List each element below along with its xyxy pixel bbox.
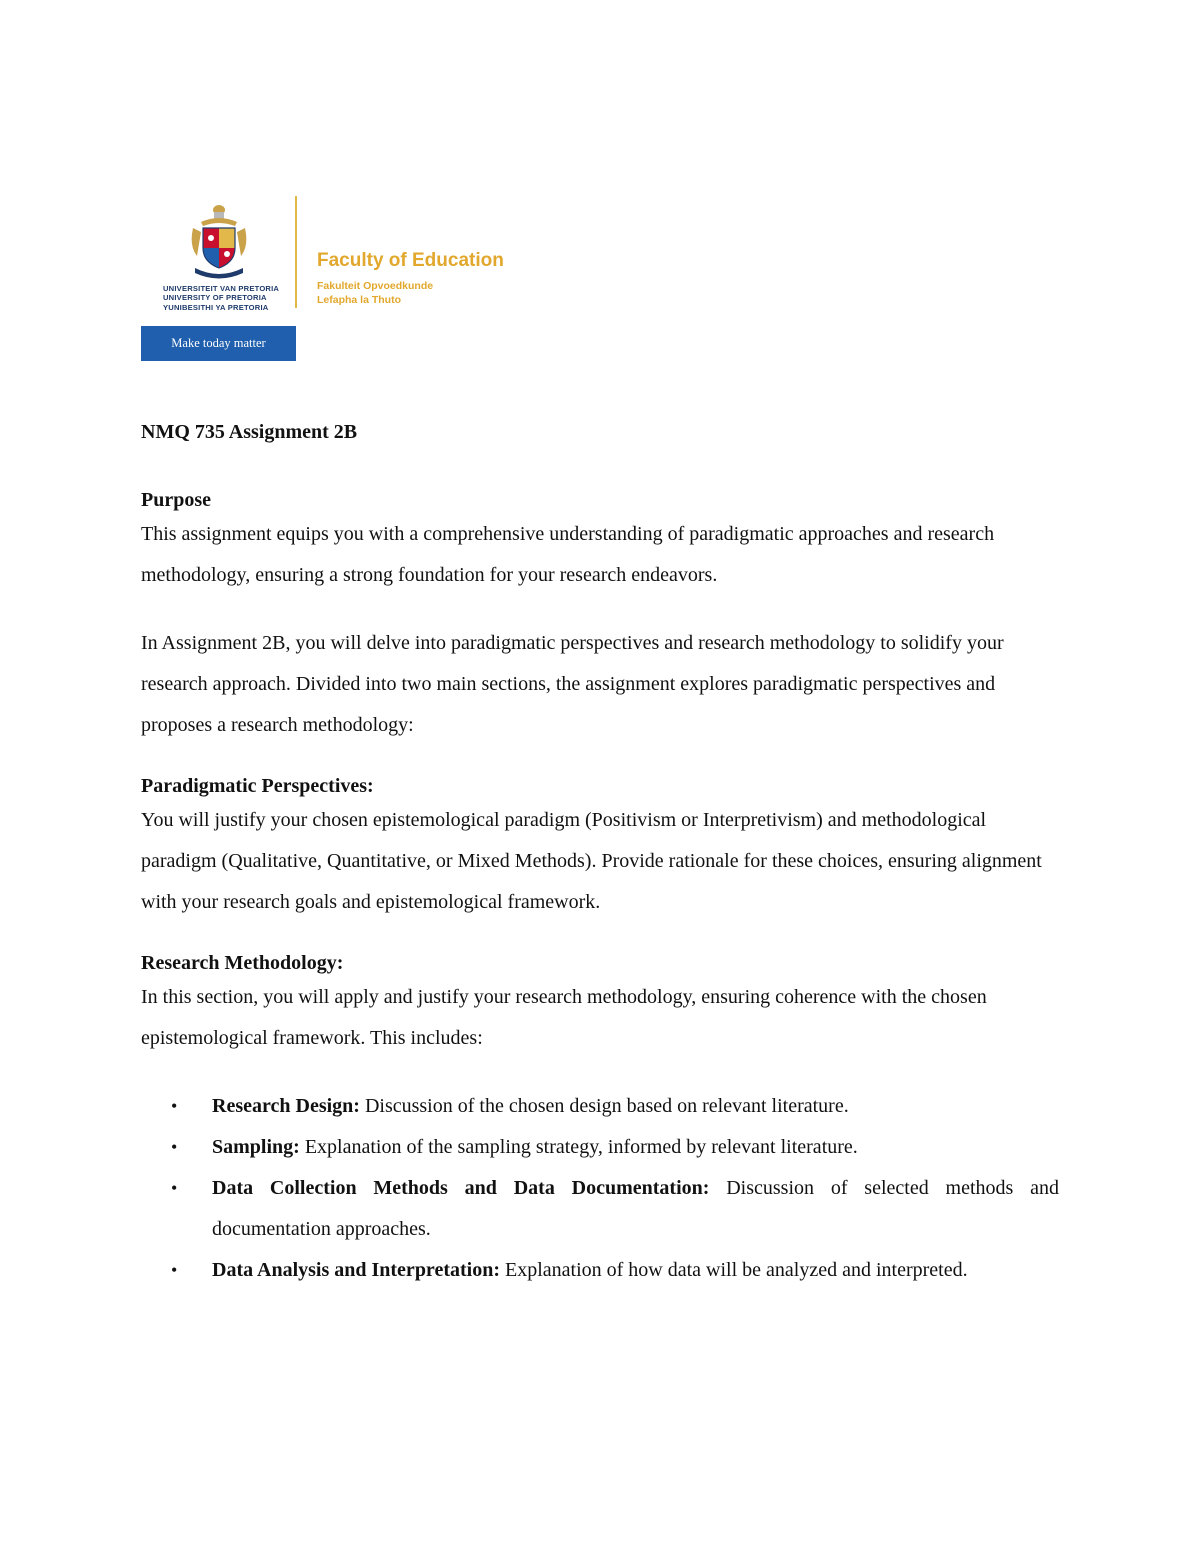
document-body <box>141 419 1059 1291</box>
intro-paragraph: In Assignment 2B, you will delve into paradigmatic perspectives and research methodology to solidify your research approach. Divided into two main sections, the assignment explores paradigmatic perspectives and proposes a research methodology: <box>141 632 1004 736</box>
purpose-heading: Purpose <box>141 489 211 511</box>
list-item <box>141 1250 1059 1291</box>
university-name-english: UNIVERSITY OF PRETORIA <box>163 293 267 303</box>
tagline-banner: Make today matter <box>141 326 296 361</box>
list-item-label: Data Collection Methods and Data Documentation: <box>212 1177 710 1199</box>
methodology-list <box>141 1086 1059 1291</box>
bullet-icon: • <box>171 1260 178 1280</box>
faculty-subtitle-afrikaans: Fakulteit Opvoedkunde <box>317 280 434 292</box>
university-crest-icon <box>187 202 251 280</box>
paradigm-heading: Paradigmatic Perspectives: <box>141 775 374 797</box>
list-item-text: Discussion of the chosen design based on relevant literature. <box>359 1095 849 1117</box>
faculty-logo <box>141 196 541 366</box>
faculty-subtitle-sepedi: Lefapha la Thuto <box>317 294 401 306</box>
university-names <box>163 284 279 312</box>
faculty-title: Faculty of Education <box>317 250 504 271</box>
purpose-paragraph: This assignment equips you with a comprehensive understanding of paradigmatic approaches and research methodology, ensuring a strong foundation for your research endeavors. <box>141 523 995 586</box>
list-item-label: Research Design: <box>212 1095 360 1117</box>
paradigm-paragraph: You will justify your chosen epistemological paradigm (Positivism or Interpretivism) and methodological paradigm (Qualitative, Quantitative, or Mixed Methods). Provide rationale for these choices, ensuring alignment with your research goals and epistemological framework. <box>141 809 1042 913</box>
bullet-icon: • <box>171 1137 178 1157</box>
list-item-text: Discussion of selected methods and documentation approaches. <box>212 1177 1059 1240</box>
list-item-label: Data Analysis and Interpretation: <box>212 1259 500 1281</box>
logo-divider <box>295 196 297 308</box>
bullet-icon: • <box>171 1178 178 1198</box>
list-item-text: Explanation of the sampling strategy, informed by relevant literature. <box>299 1136 858 1158</box>
list-item <box>141 1168 1059 1250</box>
methodology-paragraph: In this section, you will apply and justify your research methodology, ensuring coherence with the chosen epistemological framework. This includes: <box>141 986 987 1049</box>
bullet-icon: • <box>171 1096 178 1116</box>
university-name-afrikaans: UNIVERSITEIT VAN PRETORIA <box>163 284 280 293</box>
list-item <box>141 1127 1059 1168</box>
university-name-sepedi: YUNIBESITHI YA PRETORIA <box>163 302 269 312</box>
list-item-label: Sampling: <box>212 1136 300 1158</box>
list-item <box>141 1086 1059 1127</box>
list-item-text: Explanation of how data will be analyzed and interpreted. <box>500 1259 968 1281</box>
document-title: NMQ 735 Assignment 2B <box>141 421 358 443</box>
methodology-heading: Research Methodology: <box>141 952 344 974</box>
